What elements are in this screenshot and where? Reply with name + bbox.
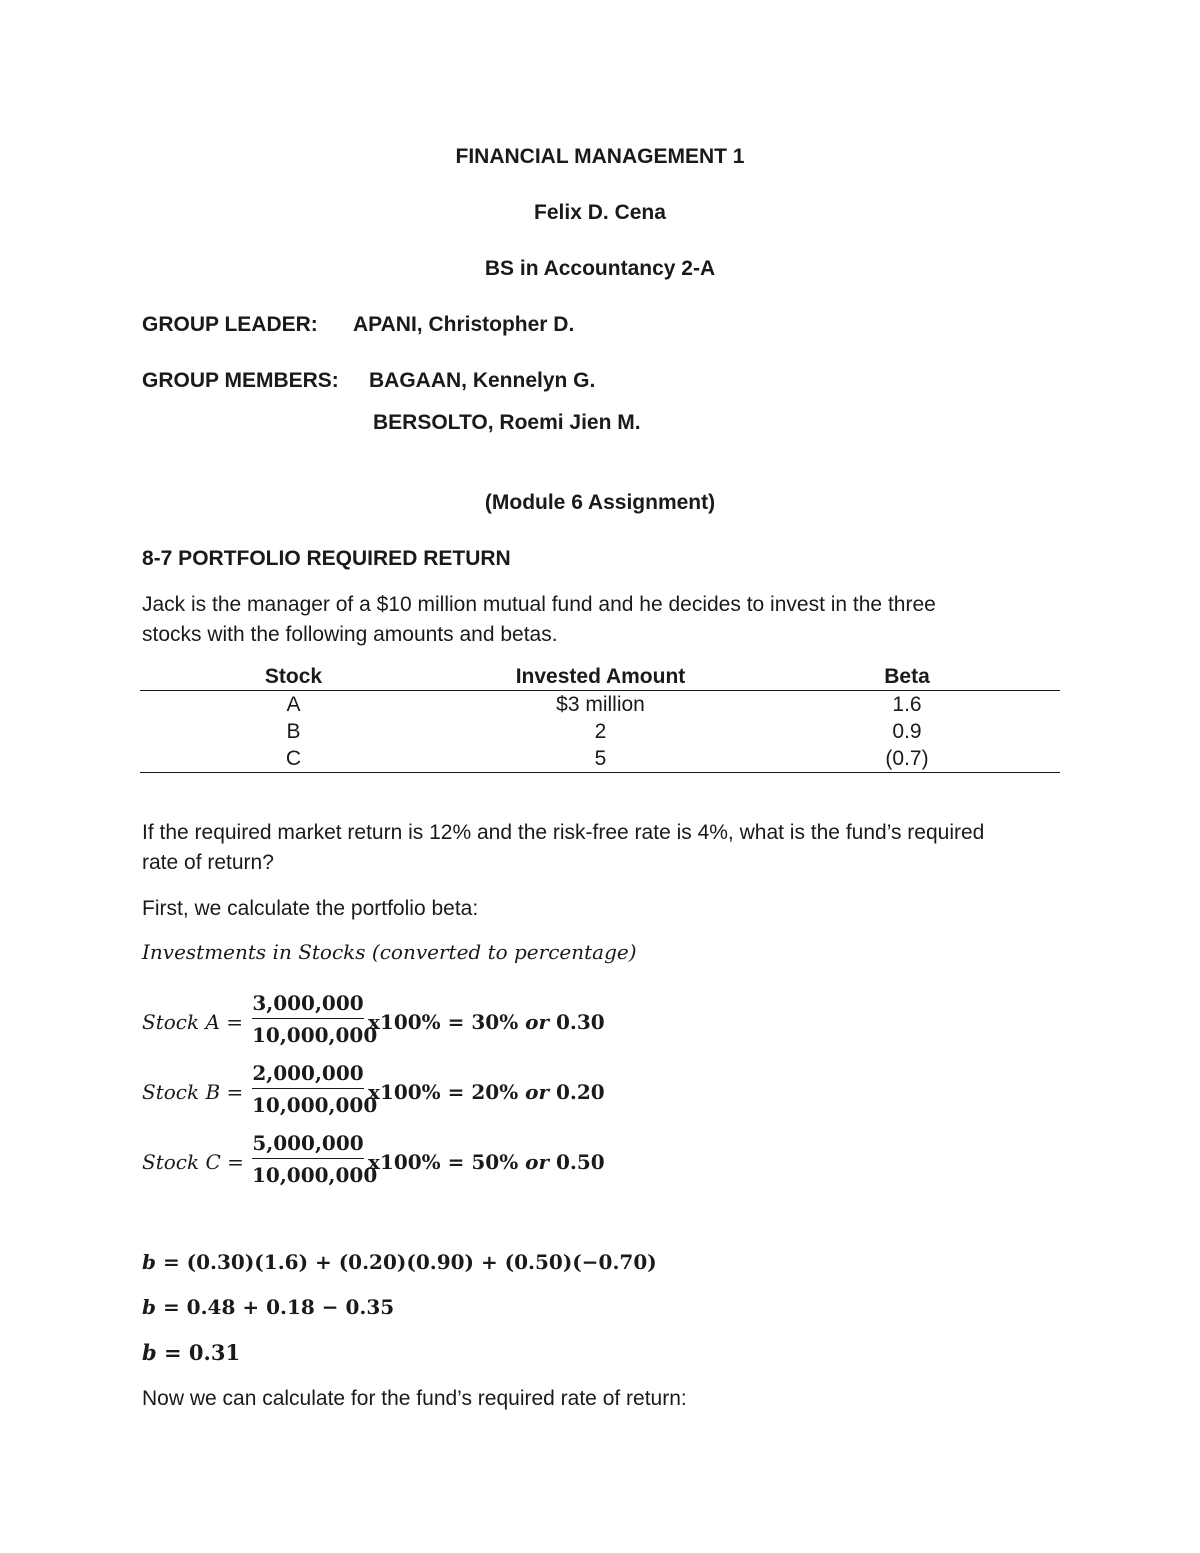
course-title: FINANCIAL MANAGEMENT 1: [455, 145, 745, 168]
table-cell: A: [286, 693, 301, 716]
problem-question: [142, 818, 1062, 878]
beta-expression: = 0.48 + 0.18 − 0.35: [162, 1295, 395, 1319]
calc-lhs: Stock A =: [142, 1010, 244, 1034]
intro-line-2: stocks with the following amounts and betas.: [142, 623, 558, 646]
table-cell: 0.9: [892, 720, 922, 743]
fraction-numerator: 3,000,000: [252, 991, 364, 1015]
instructor-name: Felix D. Cena: [534, 201, 666, 224]
table-header: Invested Amount: [447, 664, 754, 691]
table-cell: 5: [447, 745, 754, 773]
calc-rhs: [368, 1080, 605, 1104]
fraction-numerator: 2,000,000: [252, 1061, 364, 1085]
question-line-1: If the required market return is 12% and the risk-free rate is 4%, what is the fund’s required: [142, 821, 985, 844]
beta-result: = 0.31: [164, 1340, 241, 1365]
group-member-2: BERSOLTO, Roemi Jien M.: [373, 411, 641, 434]
problem-title: 8-7 PORTFOLIO REQUIRED RETURN: [142, 547, 511, 570]
group-member-1: BAGAAN, Kennelyn G.: [369, 369, 596, 392]
beta-expression: = (0.30)(1.6) + (0.20)(0.90) + (0.50)(−0.70): [162, 1250, 657, 1274]
calc-decimal: 0.30: [556, 1010, 605, 1034]
stock-table: [140, 664, 1060, 773]
assignment-title: (Module 6 Assignment): [484, 491, 716, 514]
table-row: [140, 718, 1060, 745]
beta-symbol: b: [142, 1295, 156, 1319]
calc-result: x100% = 30%: [368, 1010, 519, 1034]
calc-or: or: [518, 1080, 557, 1104]
beta-symbol: b: [142, 1250, 156, 1274]
group-leader-label: GROUP LEADER:: [142, 313, 318, 336]
investments-heading: Investments in Stocks (converted to percentage): [142, 940, 637, 964]
step-2-text: Now we can calculate for the fund’s required rate of return:: [142, 1387, 687, 1410]
beta-equation-result: [142, 1340, 240, 1365]
table-header-row: [140, 664, 1060, 691]
calc-lhs: Stock B =: [142, 1080, 244, 1104]
fraction-numerator: 5,000,000: [252, 1131, 364, 1155]
table-cell: 2: [594, 720, 607, 743]
calc-or: or: [518, 1150, 557, 1174]
table-cell: (0.7): [754, 745, 1060, 773]
fraction-denominator: 10,000,000: [252, 1023, 378, 1047]
calc-lhs: Stock C =: [142, 1150, 244, 1174]
table-cell: 1.6: [892, 693, 922, 716]
beta-equation-1: [142, 1250, 657, 1274]
calc-rhs: [368, 1010, 605, 1034]
group-members-label: GROUP MEMBERS:: [142, 369, 339, 392]
table-header: Stock: [140, 664, 447, 691]
beta-equation-2: [142, 1295, 394, 1319]
calc-or: or: [518, 1010, 557, 1034]
fraction: [252, 1058, 378, 1119]
table-row: [140, 745, 1060, 773]
intro-line-1: Jack is the manager of a $10 million mutual fund and he decides to invest in the three: [142, 593, 936, 616]
calc-decimal: 0.50: [556, 1150, 605, 1174]
problem-intro: [142, 590, 1062, 650]
group-leader-name: APANI, Christopher D.: [353, 313, 575, 336]
calc-result: x100% = 20%: [368, 1080, 519, 1104]
table-cell: $3 million: [556, 693, 645, 716]
fraction: [252, 1128, 378, 1189]
calc-rhs: [368, 1150, 605, 1174]
program-name: BS in Accountancy 2-A: [484, 257, 716, 280]
question-line-2: rate of return?: [142, 851, 274, 874]
fraction-denominator: 10,000,000: [252, 1163, 378, 1187]
fraction: [252, 988, 378, 1049]
beta-symbol: b: [142, 1340, 157, 1365]
table-header: Beta: [754, 664, 1060, 691]
table-cell: B: [286, 720, 301, 743]
calc-result: x100% = 50%: [368, 1150, 519, 1174]
calc-decimal: 0.20: [556, 1080, 605, 1104]
fraction-denominator: 10,000,000: [252, 1093, 378, 1117]
step-1-text: First, we calculate the portfolio beta:: [142, 897, 479, 920]
table-row: [140, 691, 1060, 719]
table-cell: C: [140, 745, 447, 773]
